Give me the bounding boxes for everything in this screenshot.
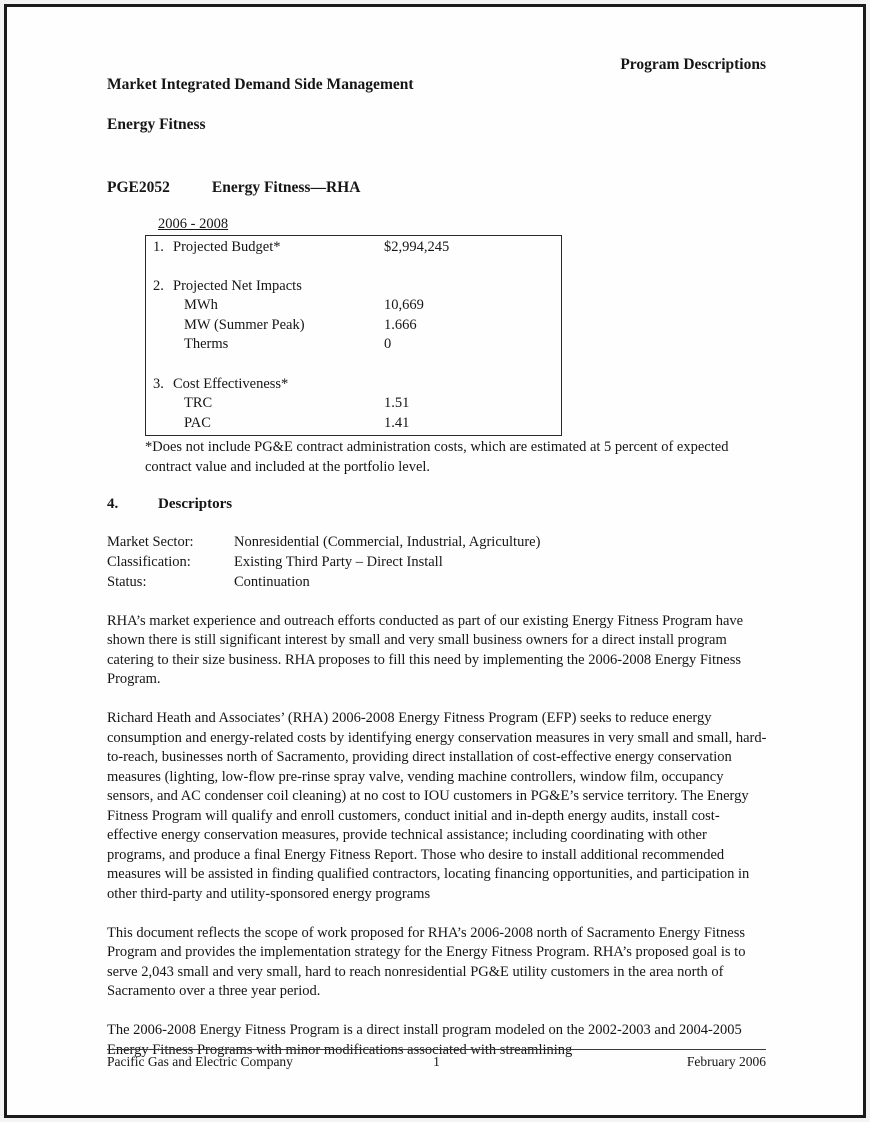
row-label: Cost Effectiveness* bbox=[173, 375, 289, 392]
page-header bbox=[107, 55, 766, 155]
table-row bbox=[153, 414, 561, 434]
row-value: $2,994,245 bbox=[384, 238, 450, 255]
row-value: 1.51 bbox=[384, 395, 410, 412]
descriptor-label: Classification: bbox=[107, 554, 191, 571]
descriptor-row bbox=[107, 572, 766, 592]
table-row bbox=[153, 277, 561, 297]
program-heading bbox=[107, 178, 766, 198]
document-page bbox=[4, 4, 866, 1118]
footer-page-number: 1 bbox=[433, 1054, 440, 1069]
descriptors-heading bbox=[107, 494, 766, 514]
table-row bbox=[153, 238, 561, 258]
summary-table bbox=[145, 235, 562, 437]
footer-date: February 2006 bbox=[686, 1054, 767, 1069]
period-label: 2006 - 2008 bbox=[158, 216, 229, 232]
table-row bbox=[153, 296, 561, 316]
row-label: MWh bbox=[184, 297, 218, 314]
row-label: TRC bbox=[184, 395, 213, 412]
program-name: Energy Fitness—RHA bbox=[211, 179, 361, 196]
page-footer bbox=[107, 1049, 766, 1071]
header-section-label: Program Descriptions bbox=[620, 56, 766, 73]
program-code: PGE2052 bbox=[107, 179, 170, 196]
section-number: 4. bbox=[107, 496, 119, 513]
paragraph: Richard Heath and Associates’ (RHA) 2006-2008 Energy Fitness Program (EFP) seeks to reduce energy consumption and energy-related costs by identifying energy conservation measures in very small and small, hard-to-reach, businesses north of Sacramento, providing direct installation of cost-effective energy conservation measures (lighting, low-flow pre-rinse spray valve, vending machine controllers, window film, occupancy sensors, and AC condenser coil cleaning) at no cost to IOU customers in PG&E’s service territory. The Energy Fitness Program will qualify and enroll customers, conduct initial and in-depth energy audits, install cost-effective energy conservation measures, provide technical assistance; including coordinating with other programs, and produce a final Energy Fitness Report. Those who desire to install additional recommended measures will be assisted in finding qualified contractors, locating financing opportunities, and participation in other third-party and utility-sponsored energy programs bbox=[107, 710, 767, 902]
descriptor-label: Status: bbox=[107, 574, 147, 591]
row-value: 10,669 bbox=[384, 297, 424, 314]
table-row bbox=[153, 316, 561, 336]
header-title bbox=[107, 55, 414, 155]
row-label: Therms bbox=[184, 336, 229, 353]
table-row bbox=[153, 394, 561, 414]
descriptor-value: Continuation bbox=[234, 574, 310, 591]
footer-company: Pacific Gas and Electric Company bbox=[107, 1054, 293, 1069]
table-row bbox=[153, 335, 561, 355]
descriptor-label: Market Sector: bbox=[107, 534, 194, 551]
header-title-line1: Market Integrated Demand Side Management bbox=[107, 76, 414, 93]
descriptor-list bbox=[107, 532, 766, 592]
row-value: 0 bbox=[384, 336, 392, 353]
table-row bbox=[153, 375, 561, 395]
row-label: Projected Net Impacts bbox=[173, 277, 302, 294]
paragraph: RHA’s market experience and outreach efforts conducted as part of our existing Energy Fitness Program have shown there is still significant interest by small and very small business owners for a direct install program catering to their size business. RHA proposes to fill this need by implementing the 2006-2008 Energy Fitness Program. bbox=[107, 612, 744, 688]
paragraph: The 2006-2008 Energy Fitness Program is a direct install program modeled on the 2002-2003 and 2004-2005 Energy Fitness Programs with minor modifications associated with streamlining bbox=[107, 1022, 742, 1058]
paragraph: This document reflects the scope of work proposed for RHA’s 2006-2008 north of Sacramento Energy Fitness Program and provides the implementation strategy for the Energy Fitness Program. RHA’s proposed goal is to serve 2,043 small and very small, hard to reach nonresidential PG&E utility customers in the area north of Sacramento over a three year period. bbox=[107, 924, 746, 1000]
row-value: 1.41 bbox=[384, 414, 410, 431]
header-title-line2: Energy Fitness bbox=[107, 116, 206, 133]
table-spacer-row bbox=[153, 355, 561, 375]
row-value: 1.666 bbox=[384, 316, 417, 333]
descriptor-row bbox=[107, 552, 766, 572]
row-label: PAC bbox=[184, 414, 211, 431]
row-label: MW (Summer Peak) bbox=[184, 316, 305, 333]
row-number: 3. bbox=[153, 375, 164, 392]
row-number: 1. bbox=[153, 238, 164, 255]
table-footnote: *Does not include PG&E contract administration costs, which are estimated at 5 percent of expected contract value and included at the portfolio level. bbox=[145, 439, 729, 475]
row-label: Projected Budget* bbox=[173, 238, 281, 255]
descriptor-value: Nonresidential (Commercial, Industrial, Agriculture) bbox=[234, 534, 541, 551]
section-title: Descriptors bbox=[158, 496, 233, 513]
descriptor-value: Existing Third Party – Direct Install bbox=[234, 554, 443, 571]
descriptor-row bbox=[107, 532, 766, 552]
row-number: 2. bbox=[153, 277, 164, 294]
table-spacer-row bbox=[153, 257, 561, 277]
